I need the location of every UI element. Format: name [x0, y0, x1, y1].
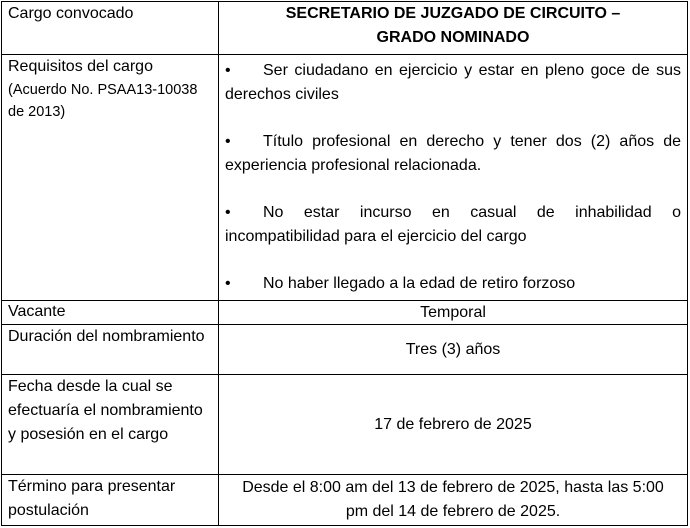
termino-value: Desde el 8:00 am del 13 de febrero de 2025, hasta las 5:00 pm del 14 de febrero de 2025.	[219, 475, 688, 526]
requisitos-list	[219, 55, 688, 301]
requisito-text: Título profesional en derecho y tener dos (2) años de experiencia profesional relacionada.	[225, 133, 681, 174]
fecha-value: 17 de febrero de 2025	[219, 375, 688, 475]
table-row-termino	[2, 475, 688, 526]
cargo-title-line1: SECRETARIO DE JUZGADO DE CIRCUITO –	[285, 5, 621, 22]
table-row-cargo	[2, 2, 688, 55]
requisitos-note: (Acuerdo No. PSAA13-10038 de 2013)	[8, 82, 198, 120]
fecha-label: Fecha desde la cual se efectuaría el nombramiento y posesión en el cargo	[2, 375, 219, 475]
list-item	[225, 272, 681, 296]
requisitos-label-cell	[2, 55, 219, 301]
requisito-text: No estar incurso en casual de inhabilidad o incompatibilidad para el ejercicio del cargo	[225, 204, 681, 245]
vacante-value: Temporal	[219, 301, 688, 325]
cargo-label: Cargo convocado	[2, 2, 219, 55]
termino-label: Término para presentar postulación	[2, 475, 219, 526]
table-row-vacante	[2, 301, 688, 325]
list-item	[225, 59, 681, 107]
table-row-requisitos	[2, 55, 688, 301]
requisito-text: Ser ciudadano en ejercicio y estar en pleno goce de sus derechos civiles	[225, 62, 681, 103]
duracion-value: Tres (3) años	[219, 325, 688, 375]
convocatoria-table	[1, 1, 688, 526]
table-row-fecha	[2, 375, 688, 475]
bullet-icon: •	[225, 275, 231, 292]
vacante-label: Vacante	[2, 301, 219, 325]
bullet-icon: •	[225, 133, 231, 150]
table-row-duracion	[2, 325, 688, 375]
list-item	[225, 130, 681, 178]
duracion-label: Duración del nombramiento	[2, 325, 219, 375]
requisitos-label: Requisitos del cargo	[8, 58, 153, 75]
bullet-icon: •	[225, 204, 231, 221]
bullet-icon: •	[225, 62, 231, 79]
cargo-title	[219, 2, 688, 55]
list-item	[225, 201, 681, 249]
requisito-text: No haber llegado a la edad de retiro forzoso	[263, 275, 576, 292]
cargo-title-line2: GRADO NOMINADO	[376, 29, 530, 46]
